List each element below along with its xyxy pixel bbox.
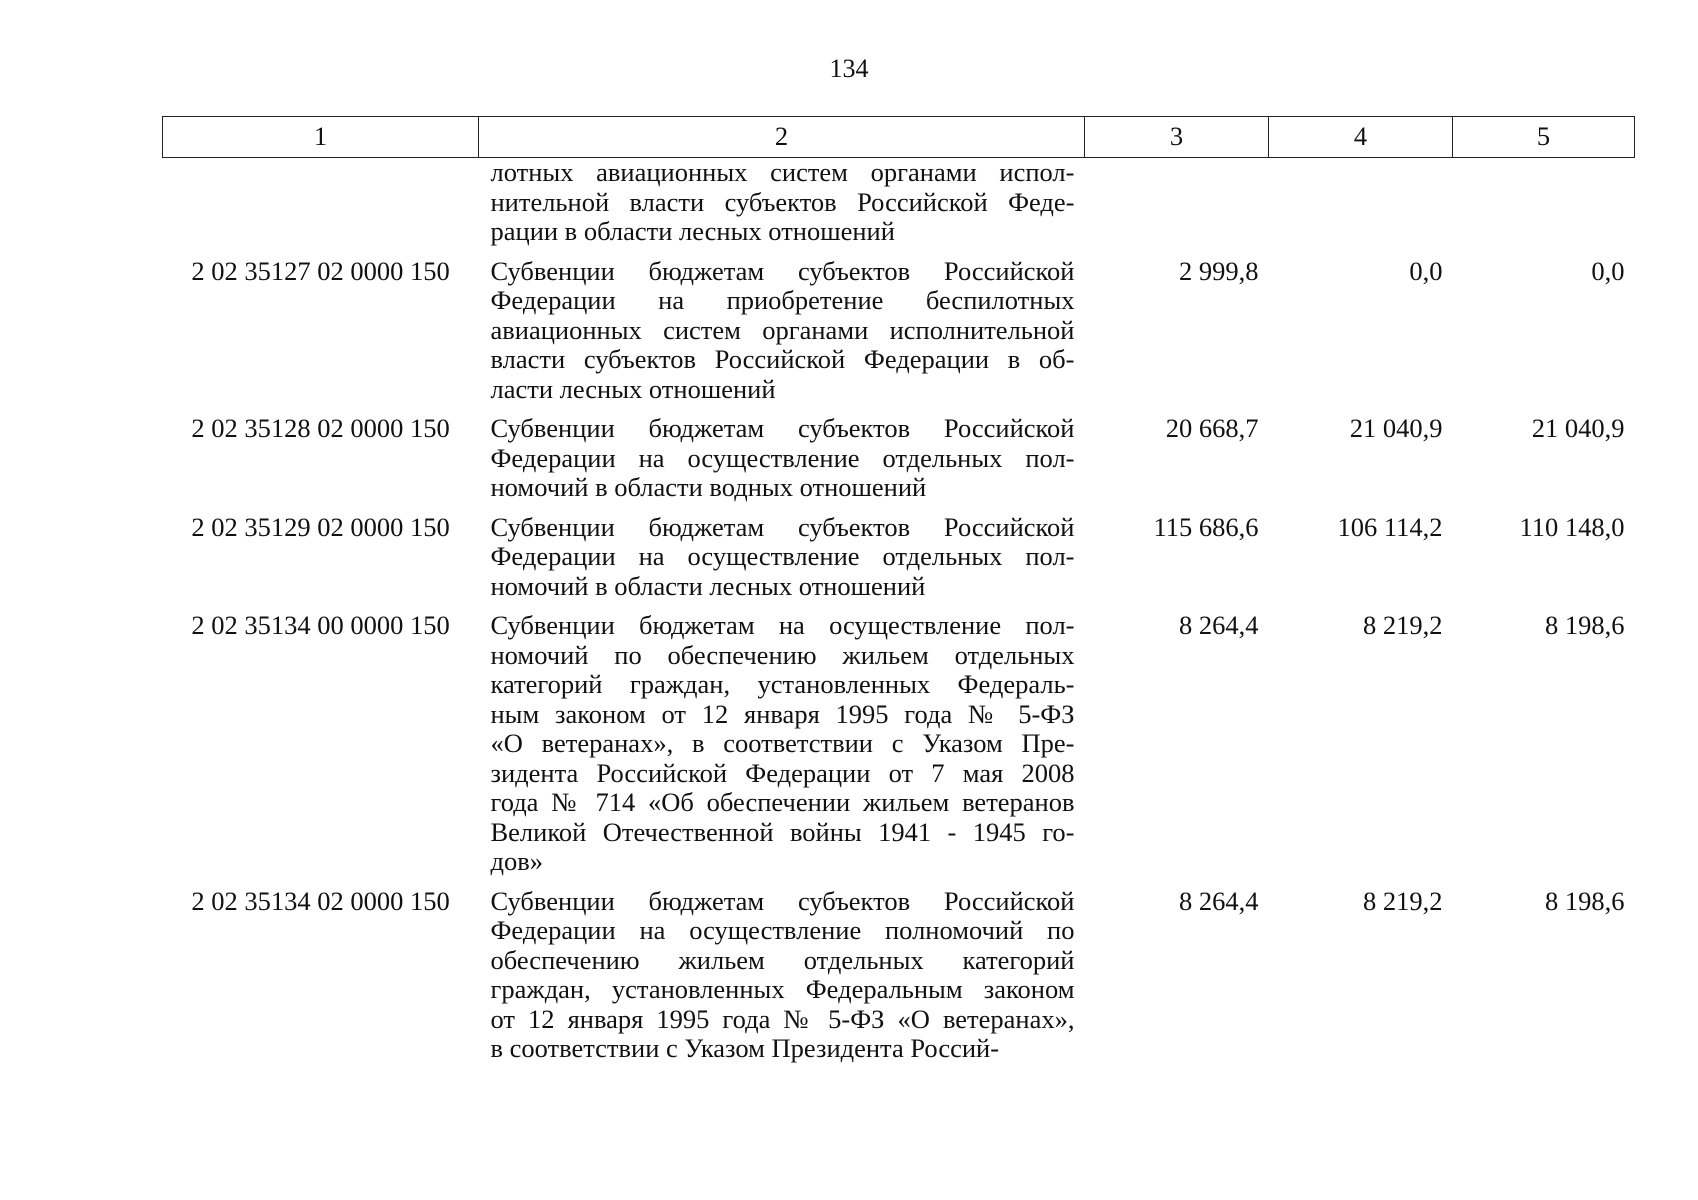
budget-table [162, 116, 1635, 1074]
income-description [479, 158, 1085, 257]
description-line: категорий граждан, установленных Федераль- [490, 669, 1075, 699]
amount-column-4: 21 040,9 [1349, 413, 1443, 443]
description-line: ным законом от 12 января 1995 года № 5-ФЗ [490, 698, 1075, 729]
income-description [479, 414, 1085, 513]
amount-column-4: 0,0 [1409, 255, 1443, 286]
column-header-4: 4 [1269, 117, 1453, 158]
income-code: 2 02 35134 02 0000 150 [191, 885, 450, 916]
income-code: 2 02 35129 02 0000 150 [191, 511, 450, 542]
description-line: лотных авиационных систем органами испол- [490, 157, 1075, 187]
amount-column-3: 8 264,4 [1179, 610, 1259, 640]
description-line: в соответствии с Указом Президента Россий- [490, 1033, 1000, 1063]
description-line: Субвенции бюджетам субъектов Российской [490, 511, 1075, 542]
description-line: «О ветеранах», в соответствии с Указом Пре- [490, 728, 1075, 758]
income-code: 2 02 35134 00 0000 150 [191, 610, 450, 640]
description-line: дов» [490, 846, 543, 876]
table-row [163, 257, 1635, 415]
amount-column-4 [1269, 158, 1453, 257]
amount-column-3: 20 668,7 [1165, 413, 1259, 443]
income-description [479, 257, 1085, 415]
column-header-2: 2 [479, 117, 1085, 158]
description-line: Субвенции бюджетам на осуществление пол- [490, 610, 1075, 640]
description-line: рации в области лесных отношений [490, 216, 895, 246]
description-line: Великой Отечественной войны 1941 - 1945 го- [490, 816, 1075, 847]
table-row [163, 414, 1635, 513]
description-line: обеспечению жильем отдельных категорий [490, 944, 1075, 975]
amount-column-5 [1453, 158, 1635, 257]
amount-column-3 [1085, 158, 1269, 257]
table-row [163, 158, 1635, 257]
amount-column-3: 2 999,8 [1179, 255, 1259, 286]
description-line: Субвенции бюджетам субъектов Российской [490, 413, 1075, 443]
description-line: нительной власти субъектов Российской Феде- [490, 186, 1075, 217]
income-description [479, 611, 1085, 887]
column-header-5: 5 [1453, 117, 1635, 158]
amount-column-4: 8 219,2 [1363, 885, 1443, 916]
column-header-1: 1 [163, 117, 479, 158]
table-body [163, 158, 1635, 1074]
income-description [479, 513, 1085, 612]
income-code: 2 02 35127 02 0000 150 [191, 255, 450, 286]
description-line: граждан, установленных Федеральным законом [490, 974, 1075, 1004]
description-line: Субвенции бюджетам субъектов Российской [490, 255, 1075, 286]
income-code: 2 02 35128 02 0000 150 [191, 413, 450, 443]
description-line: Федерации на осуществление отдельных пол- [490, 541, 1075, 571]
description-line: Федерации на осуществление отдельных пол- [490, 442, 1075, 473]
description-line: ласти лесных отношений [490, 373, 776, 404]
description-line: авиационных систем органами исполнительной [490, 314, 1075, 345]
income-code [163, 158, 479, 257]
income-description [479, 887, 1085, 1074]
header-row [163, 117, 1635, 158]
description-line: Федерации на осуществление полномочий по [490, 915, 1075, 945]
amount-column-4: 8 219,2 [1363, 610, 1443, 640]
description-line: Федерации на приобретение беспилотных [490, 285, 1075, 315]
amount-column-5: 21 040,9 [1531, 413, 1625, 443]
description-line: года № 714 «Об обеспечении жильем ветеранов [490, 787, 1075, 817]
amount-column-5: 8 198,6 [1545, 610, 1625, 640]
description-line: от 12 января 1995 года № 5-ФЗ «О ветеранах», [490, 1003, 1075, 1034]
table-row [163, 887, 1635, 1074]
description-line: Субвенции бюджетам субъектов Российской [490, 885, 1075, 916]
page-number: 134 [829, 54, 869, 83]
table-row [163, 513, 1635, 612]
column-header-3: 3 [1085, 117, 1269, 158]
amount-column-3: 8 264,4 [1179, 885, 1259, 916]
table-row [163, 611, 1635, 887]
description-line: номочий в области лесных отношений [490, 570, 926, 601]
amount-column-3: 115 686,6 [1153, 511, 1259, 542]
description-line: номочий в области водных отношений [490, 472, 927, 502]
amount-column-4: 106 114,2 [1337, 511, 1443, 542]
amount-column-5: 110 148,0 [1519, 511, 1625, 542]
description-line: номочий по обеспечению жильем отдельных [490, 639, 1075, 670]
amount-column-5: 8 198,6 [1545, 885, 1625, 916]
description-line: зидента Российской Федерации от 7 мая 2008 [490, 757, 1075, 788]
description-line: власти субъектов Российской Федерации в об- [490, 344, 1075, 374]
amount-column-5: 0,0 [1591, 255, 1625, 286]
